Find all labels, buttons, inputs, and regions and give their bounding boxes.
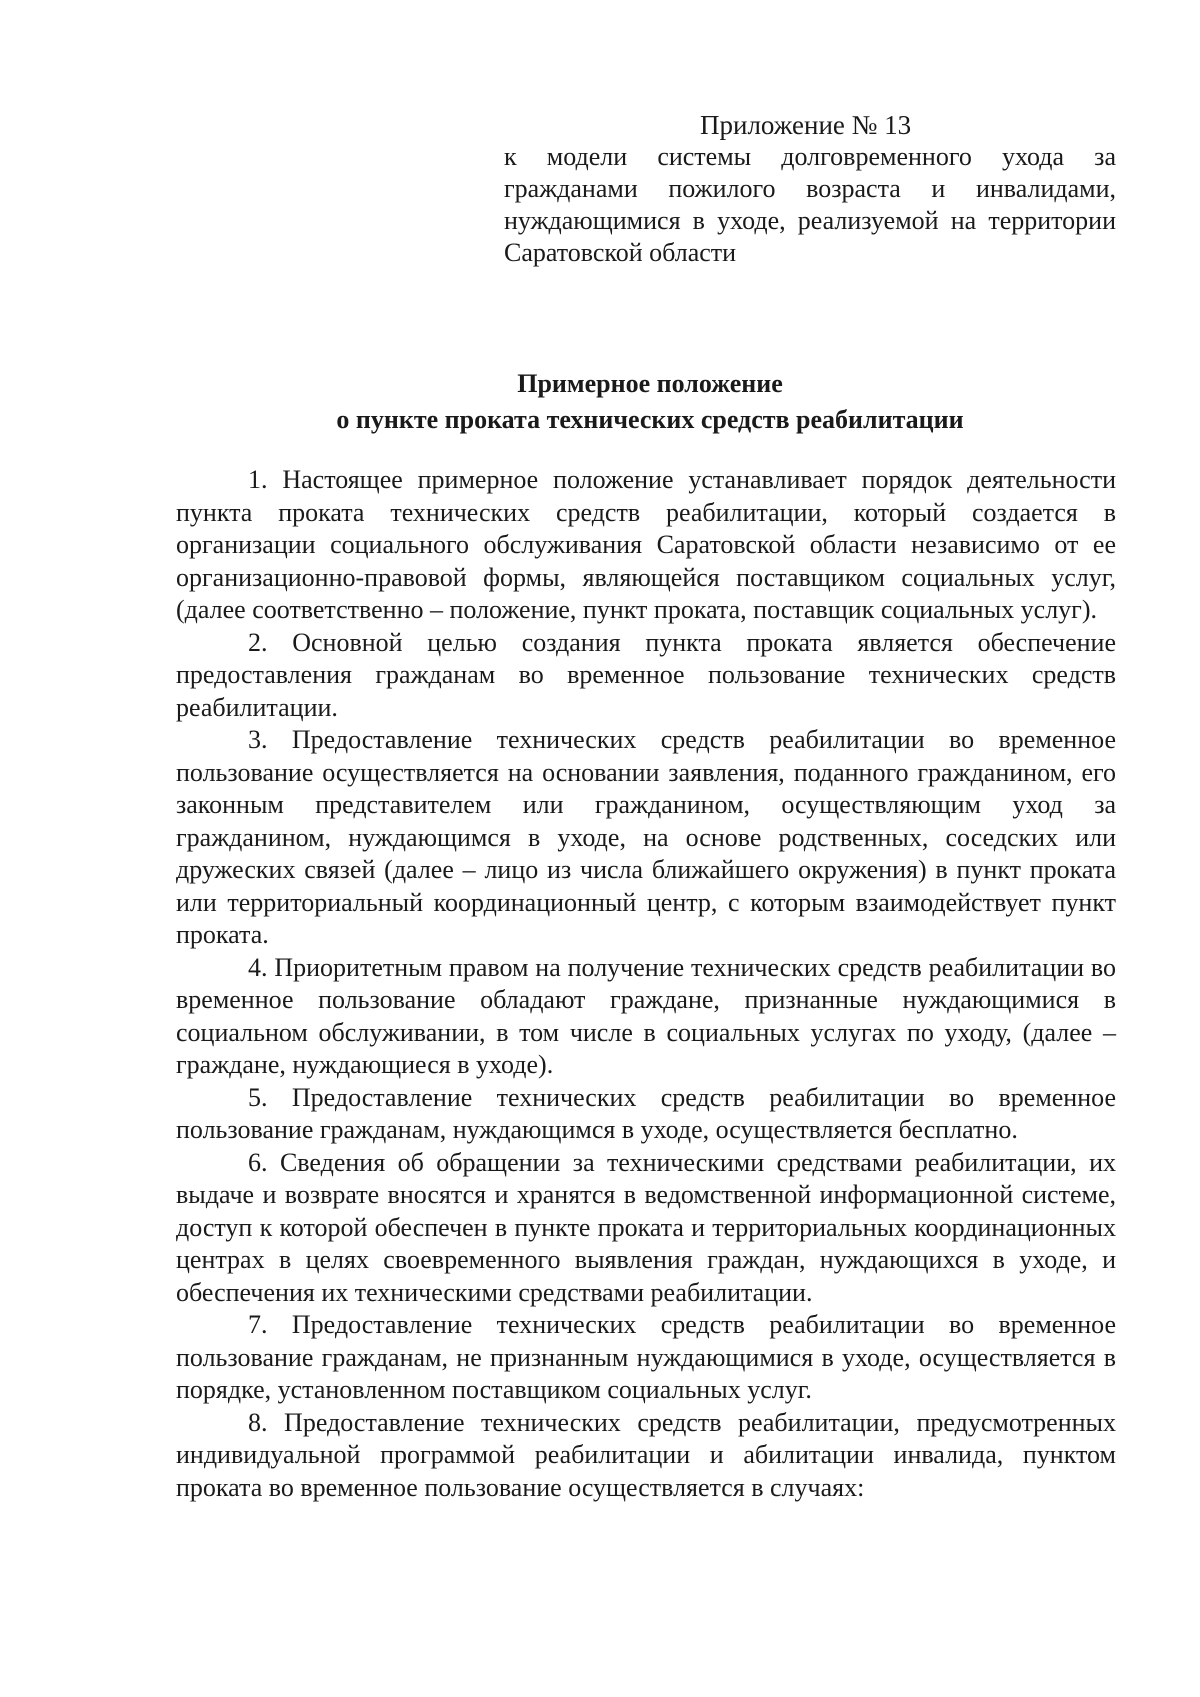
paragraph-7: 7. Предоставление технических средств реабилитации во временное пользование гражданам, не признанным нуждающимися в уходе, осуществляется в порядке, установленном поставщиком социальных услуг. — [176, 1310, 1116, 1404]
paragraph-4: 4. Приоритетным правом на получение технических средств реабилитации во временное пользование обладают граждане, признанные нуждающимися в социальном обслуживании, в том числе в социальных услугах по уходу, (далее – граждане, нуждающиеся в уходе). — [176, 952, 1116, 1079]
appendix-label: Приложение № 13 — [700, 110, 912, 140]
paragraph-6: 6. Сведения об обращении за техническими средствами реабилитации, их выдаче и возврате вносятся и хранятся в ведомственной информационной системе, доступ к которой обеспечен в пункте проката и территориальных координационных центрах в целях своевременного выявления граждан, нуждающихся в уходе, и обеспечения их техническими средствами реабилитации. — [176, 1147, 1116, 1307]
document-body — [176, 464, 1116, 1504]
document-title — [130, 366, 1170, 438]
paragraph-3: 3. Предоставление технических средств реабилитации во временное пользование осуществляется на основании заявления, поданного гражданином, его законным представителем или гражданином, осуществляющим уход за гражданином, нуждающимся в уходе, на основе родственных, соседских или дружеских связей (далее – лицо из числа ближайшего окружения) в пункт проката или территориальный координационный центр, с которым взаимодействует пункт проката. — [176, 725, 1116, 949]
paragraph-5: 5. Предоставление технических средств реабилитации во временное пользование гражданам, нуждающимся в уходе, осуществляется бесплатно. — [176, 1082, 1116, 1144]
appendix-description: к модели системы долговременного ухода за гражданами пожилого возраста и инвалидами, нуждающимися в уходе, реализуемой на территории Саратовской области — [504, 142, 1116, 267]
paragraph-2: 2. Основной целью создания пункта проката является обеспечение предоставления гражданам во временное пользование технических средств реабилитации. — [176, 627, 1116, 722]
paragraph-8: 8. Предоставление технических средств реабилитации, предусмотренных индивидуальной программой реабилитации и абилитации инвалида, пунктом проката во временное пользование осуществляется в случаях: — [176, 1407, 1116, 1502]
document-title-line-2: о пункте проката технических средств реабилитации — [336, 405, 964, 434]
document-title-line-1: Примерное положение — [517, 369, 783, 398]
paragraph-1: 1. Настоящее примерное положение устанавливает порядок деятельности пункта проката технических средств реабилитации, который создается в организации социального обслуживания Саратовской области независимо от ее организационно-правовой формы, являющейся поставщиком социальных услуг, (далее соответственно – положение, пункт проката, поставщик социальных услуг). — [176, 465, 1116, 624]
